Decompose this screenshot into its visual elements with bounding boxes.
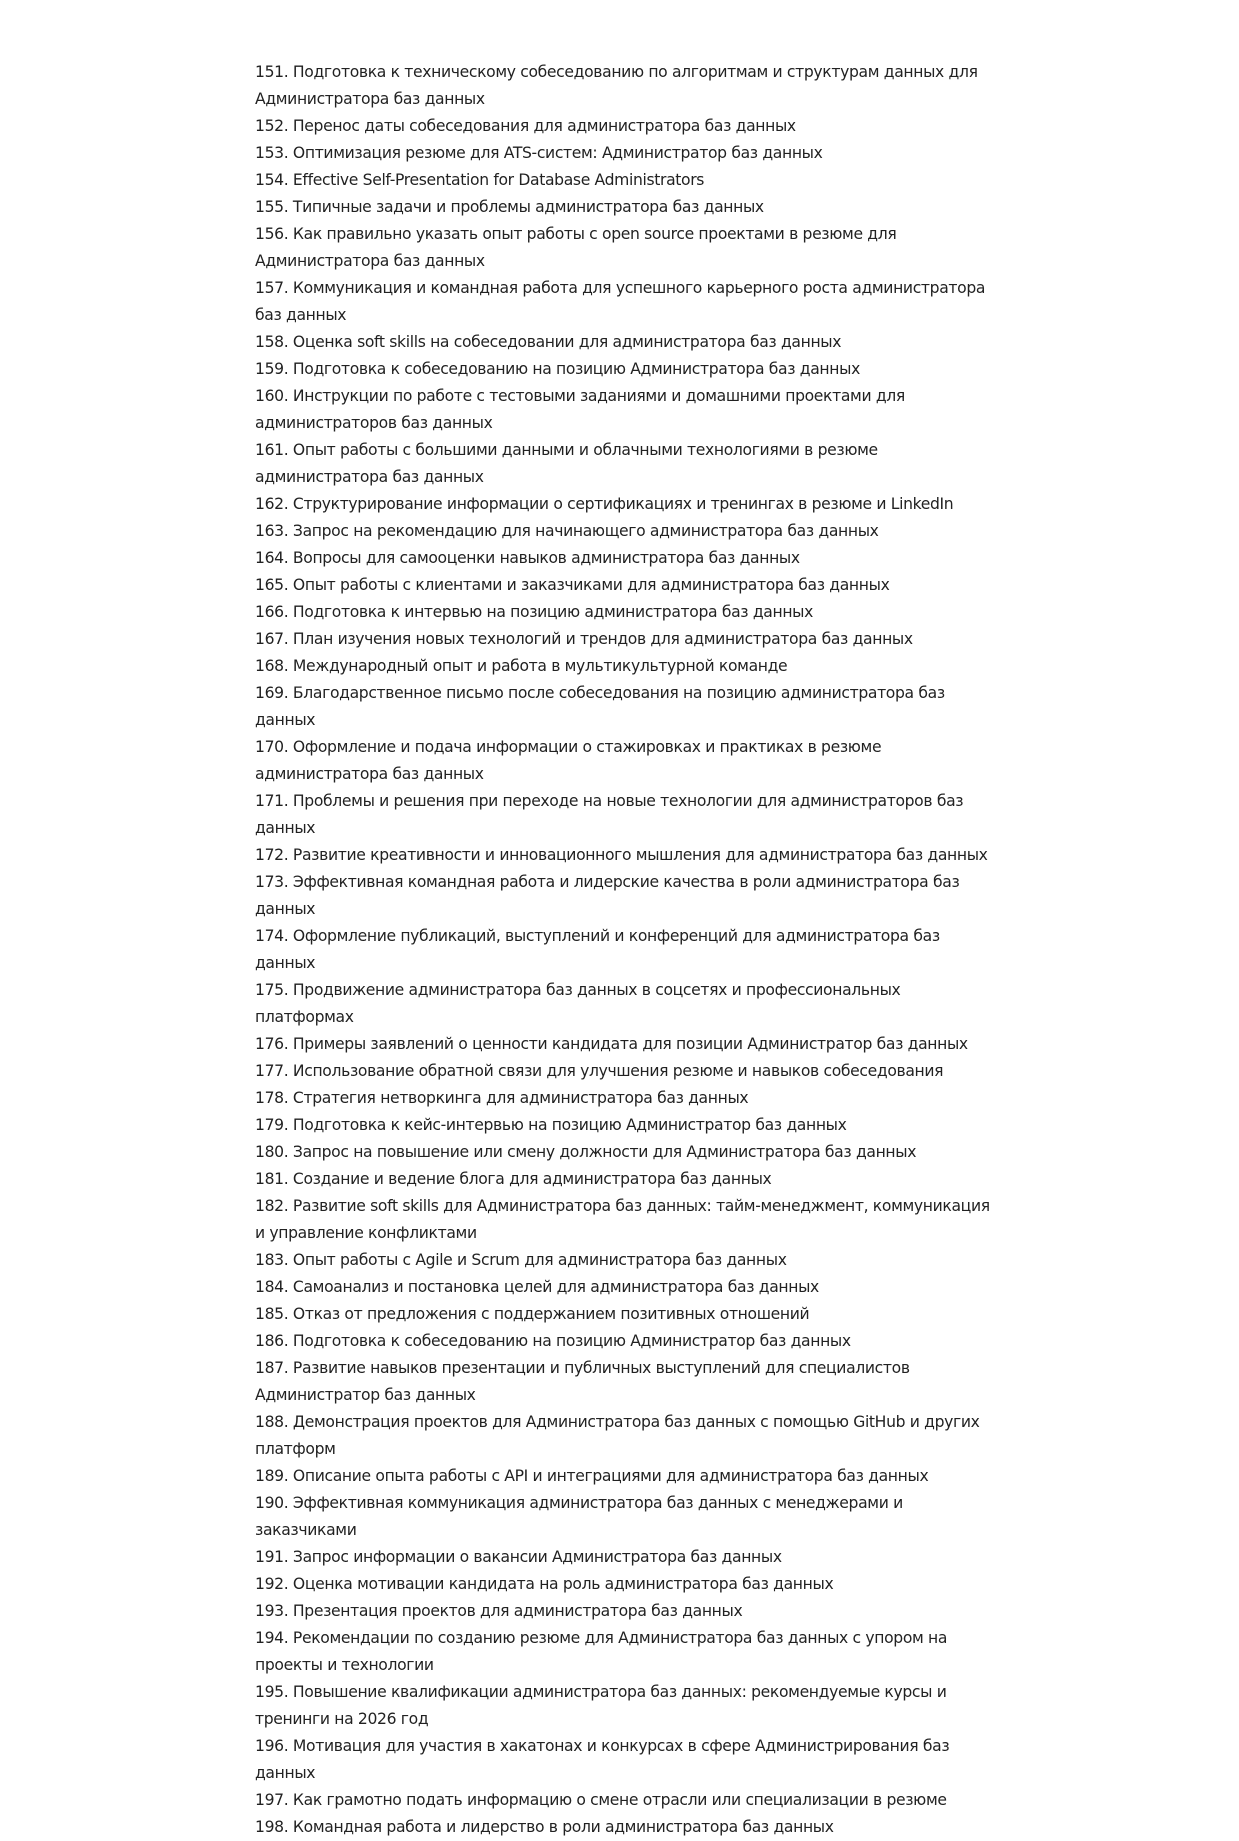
list-item: 187. Развитие навыков презентации и публичных выступлений для специалистов Администратор баз данных: [255, 1359, 910, 1404]
list-item: 188. Демонстрация проектов для Администратора баз данных с помощью GitHub и других платформ: [255, 1413, 980, 1458]
list-item: 186. Подготовка к собеседованию на позицию Администратор баз данных: [255, 1332, 851, 1350]
list-item: 191. Запрос информации о вакансии Администратора баз данных: [255, 1548, 782, 1566]
list-item: 154. Effective Self-Presentation for Database Administrators: [255, 171, 705, 189]
list-item: 189. Описание опыта работы с API и интеграциями для администратора баз данных: [255, 1467, 929, 1485]
document-page: [255, 59, 995, 1841]
list-item: 176. Примеры заявлений о ценности кандидата для позиции Администратор баз данных: [255, 1035, 968, 1053]
list-item: 171. Проблемы и решения при переходе на новые технологии для администраторов баз данных: [255, 792, 964, 837]
list-item: 164. Вопросы для самооценки навыков администратора баз данных: [255, 549, 800, 567]
list-item: 156. Как правильно указать опыт работы с open source проектами в резюме для Администратора баз данных: [255, 225, 897, 270]
list-item: 198. Командная работа и лидерство в роли администратора баз данных: [255, 1818, 834, 1836]
list-item: 181. Создание и ведение блога для администратора баз данных: [255, 1170, 772, 1188]
list-item: 160. Инструкции по работе с тестовыми заданиями и домашними проектами для администраторов баз данных: [255, 387, 905, 432]
list-item: 172. Развитие креативности и инновационного мышления для администратора баз данных: [255, 846, 988, 864]
list-item: 182. Развитие soft skills для Администратора баз данных: тайм-менеджмент, коммуникация и управление конфликтами: [255, 1197, 990, 1242]
list-item: 157. Коммуникация и командная работа для успешного карьерного роста администратора баз данных: [255, 279, 986, 324]
list-item: 155. Типичные задачи и проблемы администратора баз данных: [255, 198, 764, 216]
list-item: 197. Как грамотно подать информацию о смене отрасли или специализации в резюме: [255, 1791, 947, 1809]
list-item: 183. Опыт работы с Agile и Scrum для администратора баз данных: [255, 1251, 787, 1269]
list-item: 193. Презентация проектов для администратора баз данных: [255, 1602, 743, 1620]
list-item: 152. Перенос даты собеседования для администратора баз данных: [255, 117, 796, 135]
list-item: 174. Оформление публикаций, выступлений и конференций для администратора баз данных: [255, 927, 940, 972]
list-item: 177. Использование обратной связи для улучшения резюме и навыков собеседования: [255, 1062, 944, 1080]
list-item: 162. Структурирование информации о сертификациях и тренингах в резюме и LinkedIn: [255, 495, 954, 513]
list-item: 173. Эффективная командная работа и лидерские качества в роли администратора баз данных: [255, 873, 960, 918]
list-item: 159. Подготовка к собеседованию на позицию Администратора баз данных: [255, 360, 860, 378]
list-item: 170. Оформление и подача информации о стажировках и практиках в резюме администратора баз данных: [255, 738, 882, 783]
list-item: 190. Эффективная коммуникация администратора баз данных с менеджерами и заказчиками: [255, 1494, 903, 1539]
list-item: 167. План изучения новых технологий и трендов для администратора баз данных: [255, 630, 913, 648]
list-item: 169. Благодарственное письмо после собеседования на позицию администратора баз данных: [255, 684, 945, 729]
list-item: 161. Опыт работы с большими данными и облачными технологиями в резюме администратора баз данных: [255, 441, 878, 486]
list-item: 196. Мотивация для участия в хакатонах и конкурсах в сфере Администрирования баз данных: [255, 1737, 950, 1782]
list-item: 175. Продвижение администратора баз данных в соцсетях и профессиональных платформах: [255, 981, 901, 1026]
list-item: 165. Опыт работы с клиентами и заказчиками для администратора баз данных: [255, 576, 890, 594]
list-item: 194. Рекомендации по созданию резюме для Администратора баз данных с упором на проекты и технологии: [255, 1629, 948, 1674]
list-item: 168. Международный опыт и работа в мультикультурной команде: [255, 657, 788, 675]
list-item: 185. Отказ от предложения с поддержанием позитивных отношений: [255, 1305, 810, 1323]
list-item: 184. Самоанализ и постановка целей для администратора баз данных: [255, 1278, 819, 1296]
topic-list: [255, 59, 995, 1841]
list-item: 180. Запрос на повышение или смену должности для Администратора баз данных: [255, 1143, 917, 1161]
list-item: 179. Подготовка к кейс-интервью на позицию Администратор баз данных: [255, 1116, 847, 1134]
list-item: 195. Повышение квалификации администратора баз данных: рекомендуемые курсы и тренинги на 2026 год: [255, 1683, 947, 1728]
list-item: 166. Подготовка к интервью на позицию администратора баз данных: [255, 603, 814, 621]
list-item: 178. Стратегия нетворкинга для администратора баз данных: [255, 1089, 749, 1107]
list-item: 163. Запрос на рекомендацию для начинающего администратора баз данных: [255, 522, 879, 540]
list-item: 153. Оптимизация резюме для ATS-систем: Администратор баз данных: [255, 144, 823, 162]
list-item: 151. Подготовка к техническому собеседованию по алгоритмам и структурам данных для Администратора баз данных: [255, 63, 978, 108]
list-item: 158. Оценка soft skills на собеседовании для администратора баз данных: [255, 333, 842, 351]
list-item: 192. Оценка мотивации кандидата на роль администратора баз данных: [255, 1575, 834, 1593]
